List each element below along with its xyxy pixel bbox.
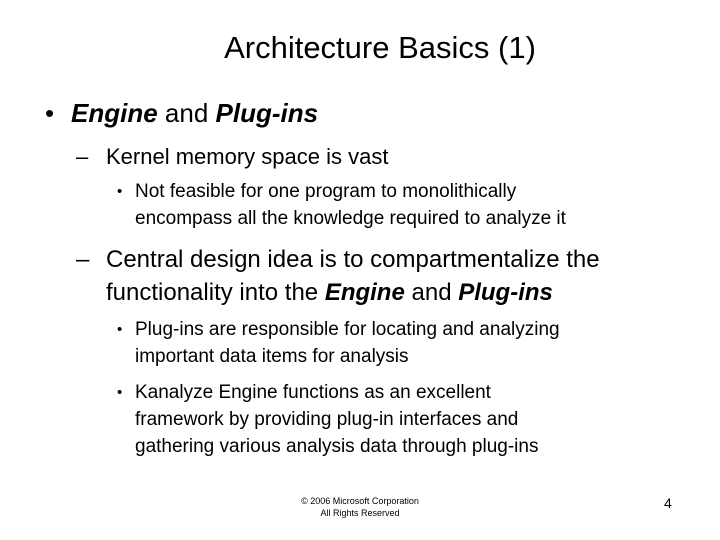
copyright-footer xyxy=(270,495,450,519)
page-number: 4 xyxy=(664,495,672,511)
copyright-line: © 2006 Microsoft Corporation xyxy=(301,496,419,506)
slide-title: Architecture Basics (1) xyxy=(224,30,536,65)
point-line-2: framework by providing plug-in interfaces and xyxy=(135,409,519,430)
sub-bullet-line-1: Central design idea is to compartmentalize the xyxy=(106,246,600,273)
sub-bullet-line-2 xyxy=(106,278,553,308)
point-marker: • xyxy=(117,321,123,338)
dash-marker: – xyxy=(76,144,89,169)
bullet-text xyxy=(71,96,318,130)
engine-term: Engine xyxy=(324,279,405,306)
point-line-2: encompass all the knowledge required to analyze it xyxy=(135,208,566,229)
sub-bullet-text: Kernel memory space is vast xyxy=(106,144,389,169)
point-line-1: Not feasible for one program to monolithically xyxy=(135,181,517,202)
plugins-term: Plug-ins xyxy=(215,98,319,128)
point-marker: • xyxy=(117,183,123,200)
line-2-text-b: and xyxy=(404,279,459,306)
point-line-1: Kanalyze Engine functions as an excellent xyxy=(135,382,491,403)
bullet-marker: • xyxy=(45,98,55,128)
point-line-2: important data items for analysis xyxy=(135,346,409,367)
point-marker: • xyxy=(117,384,123,401)
line-2-text-a: functionality into the xyxy=(106,279,325,306)
and-text: and xyxy=(157,98,216,128)
dash-marker: – xyxy=(76,246,90,273)
rights-line: All Rights Reserved xyxy=(320,508,400,518)
point-line-1: Plug-ins are responsible for locating and analyzing xyxy=(135,319,560,340)
point-line-3: gathering various analysis data through plug-ins xyxy=(135,436,539,457)
plugins-term: Plug-ins xyxy=(458,279,553,306)
engine-term: Engine xyxy=(71,98,158,128)
